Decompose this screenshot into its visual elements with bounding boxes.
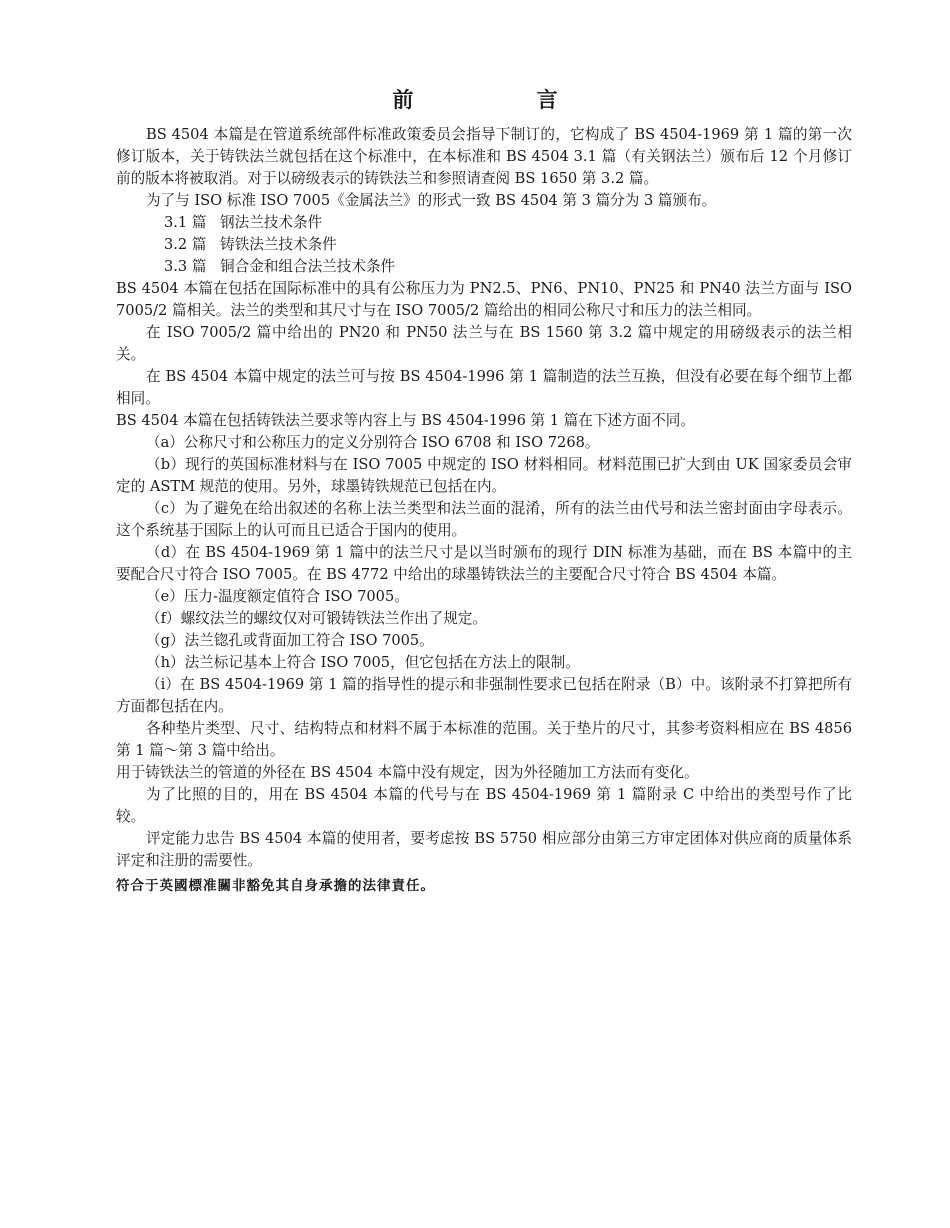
page-title: 前 言 xyxy=(392,87,616,112)
difference-h: （h）法兰标记基本上符合 ISO 7005，但它包括在方法上的限制。 xyxy=(146,654,580,671)
paragraph-intro: BS 4504 本篇是在管道系统部件标准政策委员会指导下制订的，它构成了 BS 4504-1969 第 1 篇的第一次修订版本，关于铸铁法兰就包括在这个标准中，在本标准和 BS 4504 3.1 篇（有关钢法兰）颁布后 12 个月修订前的版本将被取消。对于以磅级表示的铸铁法兰和参照请查阅 BS 1650 第 3.2 篇。 xyxy=(116,126,852,187)
list-item-number: 3.3 篇 xyxy=(164,258,207,275)
difference-f: （f）螺纹法兰的螺纹仅对可锻铸铁法兰作出了规定。 xyxy=(146,610,488,627)
difference-b: （b）现行的英国标准材料与在 ISO 7005 中规定的 ISO 材料相同。材料范围已扩大到由 UK 国家委员会审定的 ASTM 规范的使用。另外，球墨铸铁规范已包括在内。 xyxy=(116,456,852,495)
parts-list xyxy=(116,212,852,278)
list-item xyxy=(164,234,852,256)
paragraph-pn20-pn50: 在 ISO 7005/2 篇中给出的 PN20 和 PN50 法兰与在 BS 1560 第 3.2 篇中规定的用磅级表示的法兰相关。 xyxy=(116,324,852,363)
paragraph-comparison: 为了比照的目的，用在 BS 4504 本篇的代号与在 BS 4504-1969 第 1 篇附录 C 中给出的类型号作了比较。 xyxy=(116,786,852,825)
difference-g: （g）法兰锪孔或背面加工符合 ISO 7005。 xyxy=(146,632,434,649)
list-item-number: 3.2 篇 xyxy=(164,236,207,253)
paragraph-pipe-od: 用于铸铁法兰的管道的外径在 BS 4504 本篇中没有规定，因为外径随加工方法而有变化。 xyxy=(116,764,699,781)
list-item-text: 钢法兰技术条件 xyxy=(220,214,323,231)
paragraph-differences: BS 4504 本篇在包括铸铁法兰要求等内容上与 BS 4504-1996 第 1 篇在下述方面不同。 xyxy=(116,412,695,429)
paragraph-parts: 为了与 ISO 标准 ISO 7005《金属法兰》的形式一致 BS 4504 第 3 篇分为 3 篇颁布。 xyxy=(146,192,717,209)
list-item xyxy=(164,212,852,234)
paragraph-gaskets: 各种垫片类型、尺寸、结构特点和材料不属于本标准的范围。关于垫片的尺寸，其参考资料相应在 BS 4856 第 1 篇～第 3 篇中给出。 xyxy=(116,720,852,759)
paragraph-pn-ratings: BS 4504 本篇在包括在国际标准中的具有公称压力为 PN2.5、PN6、PN10、PN25 和 PN40 法兰方面与 ISO 7005/2 篇相关。法兰的类型和其尺寸与在 ISO 7005/2 篇给出的相同公称尺寸和压力的法兰相同。 xyxy=(116,280,852,319)
legal-footnote: 符合于英國標准關非豁免其自身承擔的法律責任。 xyxy=(116,878,435,894)
difference-d: （d）在 BS 4504-1969 第 1 篇中的法兰尺寸是以当时颁布的现行 DIN 标准为基础，而在 BS 本篇中的主要配合尺寸符合 ISO 7005。在 BS 4772 中给出的球墨铸铁法兰的主要配合尺寸符合 BS 4504 本篇。 xyxy=(116,544,852,583)
foreword-body xyxy=(116,124,852,896)
difference-e: （e）压力-温度额定值符合 ISO 7005。 xyxy=(146,588,409,605)
difference-c: （c）为了避免在给出叙述的名称上法兰类型和法兰面的混淆，所有的法兰由代号和法兰密封面由字母表示。这个系统基于国际上的认可而且已适合于国内的使用。 xyxy=(116,500,852,539)
paragraph-interchange: 在 BS 4504 本篇中规定的法兰可与按 BS 4504-1996 第 1 篇制造的法兰互换，但没有必要在每个细节上都相同。 xyxy=(116,368,852,407)
list-item-text: 铜合金和组合法兰技术条件 xyxy=(220,258,396,275)
list-item xyxy=(164,256,852,278)
difference-i: （i）在 BS 4504-1969 第 1 篇的指导性的提示和非强制性要求已包括在附录（B）中。该附录不打算把所有方面都包括在内。 xyxy=(116,676,852,715)
list-item-text: 铸铁法兰技术条件 xyxy=(220,236,337,253)
difference-a: （a）公称尺寸和公称压力的定义分别符合 ISO 6708 和 ISO 7268。 xyxy=(146,434,600,451)
paragraph-assessment: 评定能力忠告 BS 4504 本篇的使用者，要考虑按 BS 5750 相应部分由第三方审定团体对供应商的质量体系评定和注册的需要性。 xyxy=(116,830,852,869)
list-item-number: 3.1 篇 xyxy=(164,214,207,231)
